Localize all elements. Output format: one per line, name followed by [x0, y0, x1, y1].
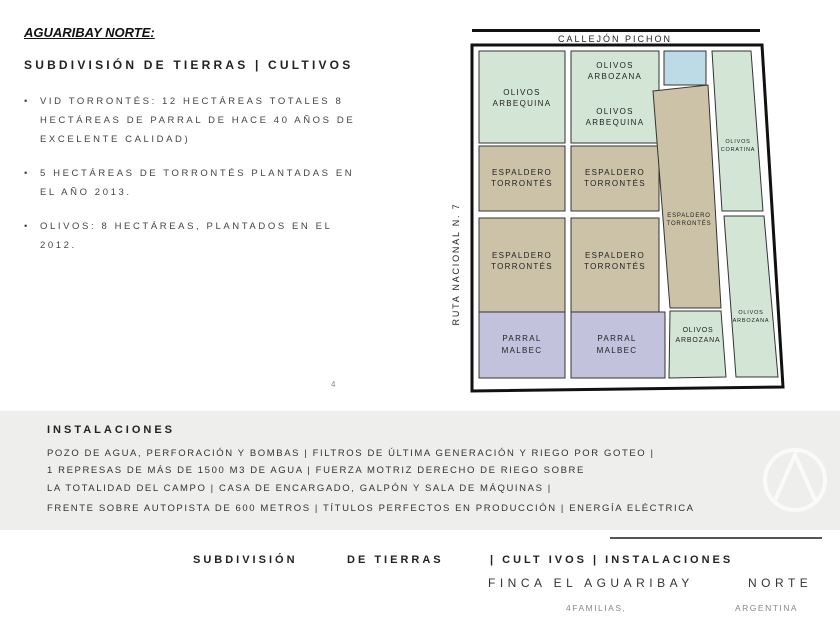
plot-label-espaldero-3b: TORRONTÉS: [584, 179, 646, 188]
installations-line-1: POZO DE AGUA, PERFORACIÓN Y BOMBAS | FILTROS DE ÚLTIMA GENERACIÓN Y RIEGO POR GOTEO |: [47, 448, 655, 459]
watermark-logo-icon: [760, 440, 830, 520]
footer-brand: 4FAMILIAS,: [566, 603, 627, 613]
footer-part-cultivos: | CULT IVOS | INSTALACIONES: [490, 554, 734, 566]
footer-divider: [610, 537, 822, 539]
plot-label-olivos-arbozana-bottom: OLIVOS: [682, 327, 714, 334]
installations-line-2: 1 REPRESAS DE MÁS DE 1500 M3 DE AGUA | FUERZA MOTRIZ DERECHO DE RIEGO SOBRE: [47, 465, 585, 476]
installations-title: INSTALACIONES: [47, 424, 176, 436]
plot-label-espaldero-2b: TORRONTÉS: [491, 262, 553, 271]
road-left-label: RUTA NACIONAL N. 7: [451, 202, 461, 326]
plot-olivos-arbequina-1: [479, 51, 565, 143]
plot-label-olivos-arbequina-2b: ARBEQUINA: [585, 118, 645, 127]
footer-country: ARGENTINA: [735, 603, 799, 613]
callejon-road-line: [472, 29, 760, 32]
plot-label-espaldero-4b: TORRONTÉS: [584, 262, 646, 271]
installations-line-3: LA TOTALIDAD DEL CAMPO | CASA DE ENCARGADO, GALPÓN Y SALA DE MÁQUINAS |: [47, 483, 552, 494]
plot-label-olivos-arbequina-2: OLIVOS: [596, 107, 634, 116]
installations-line-4: FRENTE SOBRE AUTOPISTA DE 600 METROS | TÍTULOS PERFECTOS EN PRODUCCIÓN | ENERGÍA ELÉCTRICA: [47, 503, 695, 514]
plot-label-espaldero-1b: TORRONTÉS: [491, 179, 553, 188]
plot-label-espaldero-1: ESPALDERO: [491, 168, 553, 177]
plot-label-olivos-arbozana-rightb: ARBOZANA: [732, 318, 770, 324]
section-subtitle: SUBDIVISIÓN DE TIERRAS | CULTIVOS: [24, 58, 354, 72]
footer-finca-norte: NORTE: [748, 576, 813, 590]
plot-label-parral-2b: MALBEC: [596, 346, 638, 355]
plot-label-parral-1b: MALBEC: [501, 346, 543, 355]
crop-bullet-list: [24, 92, 364, 270]
plot-label-espaldero-3: ESPALDERO: [584, 168, 646, 177]
plot-label-espaldero-center: ESPALDERO: [667, 213, 711, 219]
plot-label-olivos-coratinab: CORATINA: [720, 147, 756, 153]
plot-label-olivos-coratina: OLIVOS: [725, 139, 751, 145]
footer-part-subdivision: SUBDIVISIÓN: [193, 554, 298, 566]
page-heading: AGUARIBAY NORTE:: [24, 25, 155, 40]
footer-part-tierras: DE TIERRAS: [347, 554, 444, 566]
plot-olivos-arbozana-bottom: [669, 311, 726, 378]
plot-label-espaldero-centerb: TORRONTÉS: [666, 221, 712, 227]
water-reservoir: [664, 51, 706, 85]
bullet-vid-torrontes: • VID TORRONTÉS: 12 HECTÁREAS TOTALES 8 HECTÁREAS DE PARRAL DE HACE 40 AÑOS DE EXCELENTE CALIDAD): [24, 92, 364, 149]
page-number: 4: [331, 380, 336, 389]
installations-section: [0, 411, 840, 530]
plot-label-espaldero-4: ESPALDERO: [584, 251, 646, 260]
plot-parral-malbec-2: [571, 312, 665, 378]
plot-parral-malbec-1: [479, 312, 565, 378]
plot-label-parral-2: PARRAL: [597, 334, 637, 343]
bullet-olivos: • OLIVOS: 8 HECTÁREAS, PLANTADOS EN EL 2012.: [24, 217, 364, 255]
plot-label-olivos-arbozana-topb: ARBOZANA: [587, 72, 643, 81]
footer-finca-name: FINCA EL AGUARIBAY: [488, 576, 694, 590]
bullet-torrontes-2013: • 5 HECTÁREAS DE TORRONTÉS PLANTADAS EN EL AÑO 2013.: [24, 164, 364, 202]
plot-label-olivos-arbozana-right: OLIVOS: [738, 310, 764, 316]
plot-label-olivos-arbozana-top: OLIVOS: [596, 61, 634, 70]
plot-label-olivos-arbequina-1b: ARBEQUINA: [492, 99, 552, 108]
road-top-label: CALLEJÓN PICHON: [557, 34, 673, 44]
plot-label-olivos-arbequina-1: OLIVOS: [503, 88, 541, 97]
plot-label-parral-1: PARRAL: [502, 334, 542, 343]
plot-label-olivos-arbozana-bottomb: ARBOZANA: [675, 337, 721, 344]
plot-label-espaldero-2: ESPALDERO: [491, 251, 553, 260]
land-subdivision-map: [440, 26, 790, 396]
